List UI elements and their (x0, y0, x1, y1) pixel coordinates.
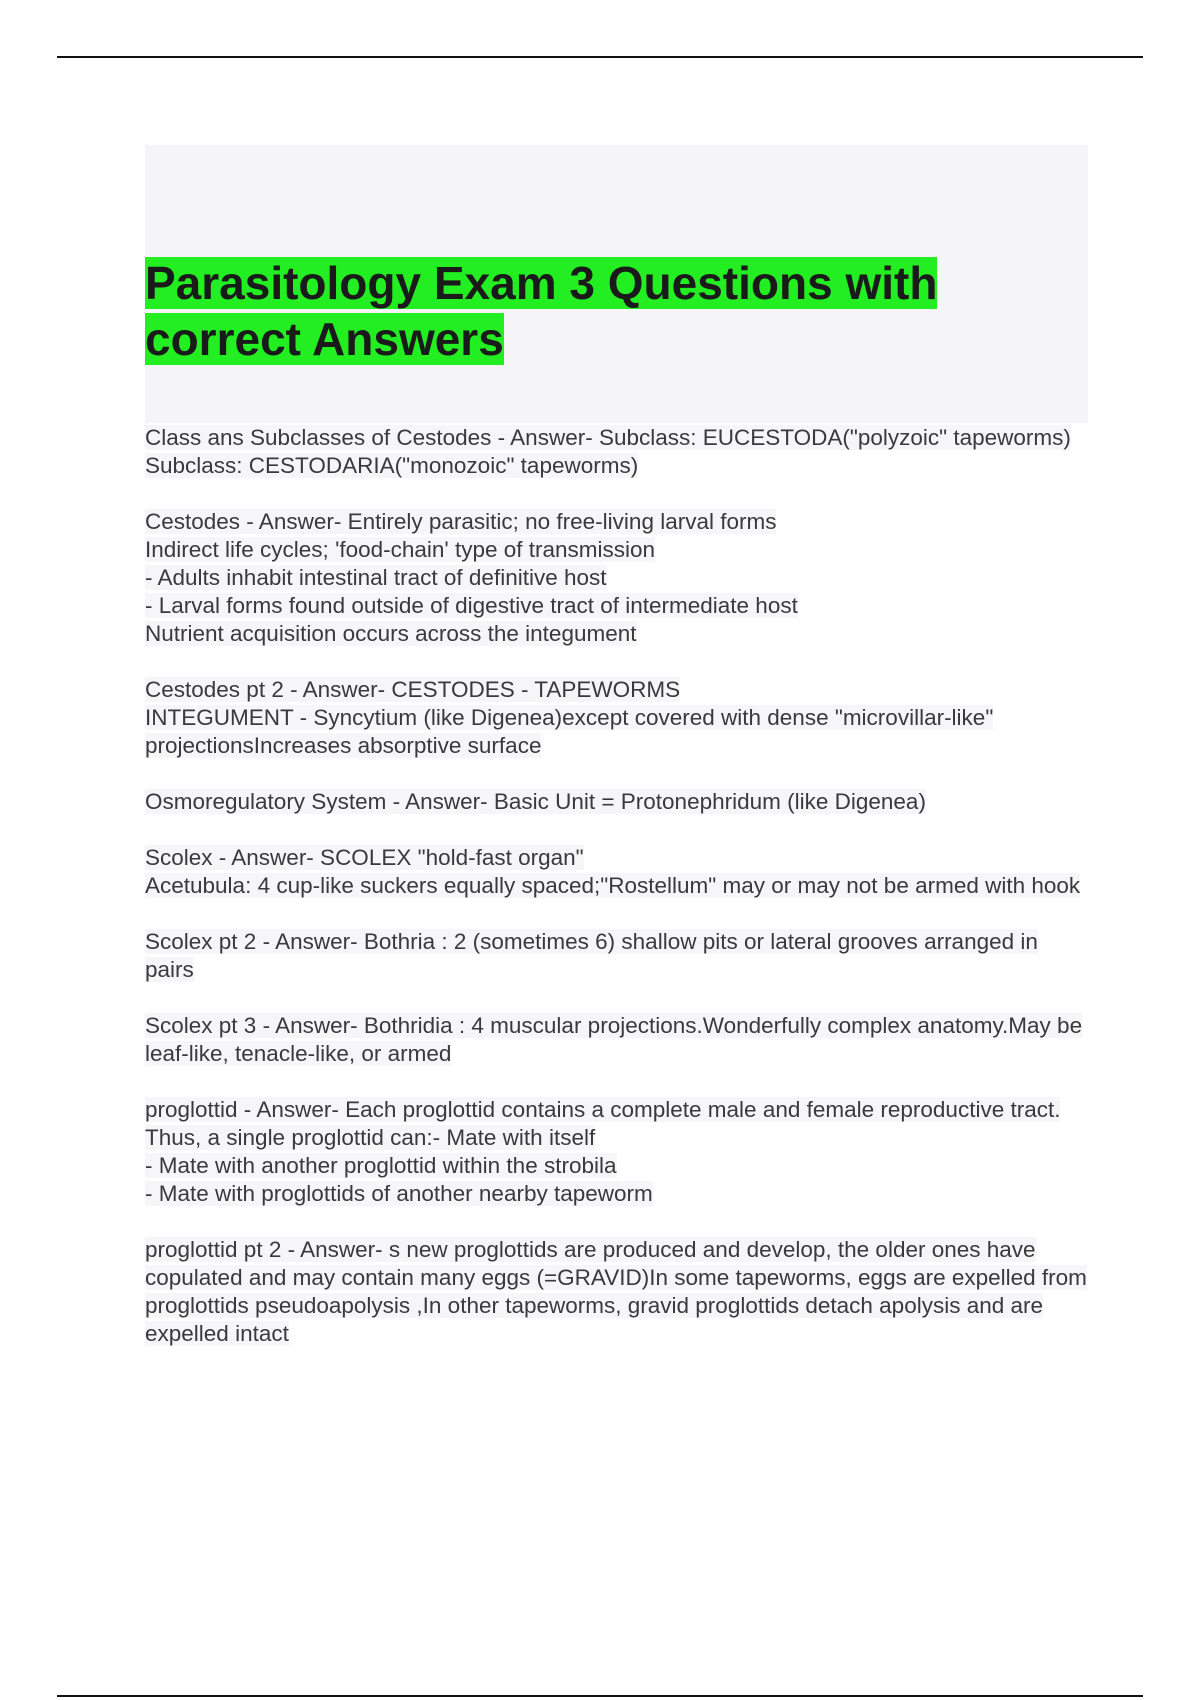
entry-line: Thus, a single proglottid can:- Mate with itself (145, 1125, 596, 1150)
entry-line: INTEGUMENT - Syncytium (like Digenea)except covered with dense "microvillar-like" projectionsIncreases absorptive surface (145, 705, 994, 758)
qa-list (145, 424, 1088, 1376)
entry-line: Subclass: CESTODARIA("monozoic" tapeworms) (145, 453, 639, 478)
qa-entry-scolex-pt2 (145, 928, 1088, 984)
entry-line: Indirect life cycles; 'food-chain' type of transmission (145, 537, 656, 562)
top-rule (57, 56, 1143, 58)
entry-line: Scolex pt 2 - Answer- Bothria : 2 (sometimes 6) shallow pits or lateral grooves arranged in pairs (145, 929, 1038, 982)
qa-entry-cestodes (145, 508, 1088, 648)
entry-line: proglottid - Answer- Each proglottid contains a complete male and female reproductive tract. (145, 1097, 1061, 1122)
qa-entry-classes (145, 424, 1088, 480)
entry-line: Osmoregulatory System - Answer- Basic Unit = Protonephridum (like Digenea) (145, 789, 926, 814)
entry-line: Scolex pt 3 - Answer- Bothridia : 4 muscular projections.Wonderfully complex anatomy.May be leaf-like, tenacle-like, or armed (145, 1013, 1083, 1066)
title-line-2: correct Answers (145, 313, 504, 365)
qa-entry-scolex-pt3 (145, 1012, 1088, 1068)
qa-entry-scolex (145, 844, 1088, 900)
entry-line: - Larval forms found outside of digestive tract of intermediate host (145, 593, 798, 618)
qa-entry-osmoregulatory (145, 788, 1088, 816)
entry-line: Scolex - Answer- SCOLEX "hold-fast organ" (145, 845, 584, 870)
entry-line: - Adults inhabit intestinal tract of definitive host (145, 565, 607, 590)
qa-entry-proglottid-pt2 (145, 1236, 1088, 1348)
qa-entry-proglottid (145, 1096, 1088, 1208)
entry-line: Nutrient acquisition occurs across the integument (145, 621, 637, 646)
entry-line: Cestodes pt 2 - Answer- CESTODES - TAPEWORMS (145, 677, 681, 702)
entry-line: Acetubula: 4 cup-like suckers equally spaced;"Rostellum" may or may not be armed with hook (145, 873, 1081, 898)
document-title (145, 255, 1045, 367)
entry-line: Cestodes - Answer- Entirely parasitic; no free-living larval forms (145, 509, 777, 534)
qa-entry-cestodes-pt2 (145, 676, 1088, 760)
entry-line: - Mate with proglottids of another nearby tapeworm (145, 1181, 653, 1206)
title-line-1: Parasitology Exam 3 Questions with (145, 257, 938, 309)
entry-line: proglottid pt 2 - Answer- s new proglottids are produced and develop, the older ones have copulated and may contain many eggs (=GRAVID)In some tapeworms, eggs are expelled from proglottids pseudoapolysis ,In other tapeworms, gravid proglottids detach apolysis and are expelled intact (145, 1237, 1087, 1346)
bottom-rule (57, 1695, 1143, 1697)
entry-line: Class ans Subclasses of Cestodes - Answer- Subclass: EUCESTODA("polyzoic" tapeworms) (145, 425, 1071, 450)
entry-line: - Mate with another proglottid within the strobila (145, 1153, 617, 1178)
